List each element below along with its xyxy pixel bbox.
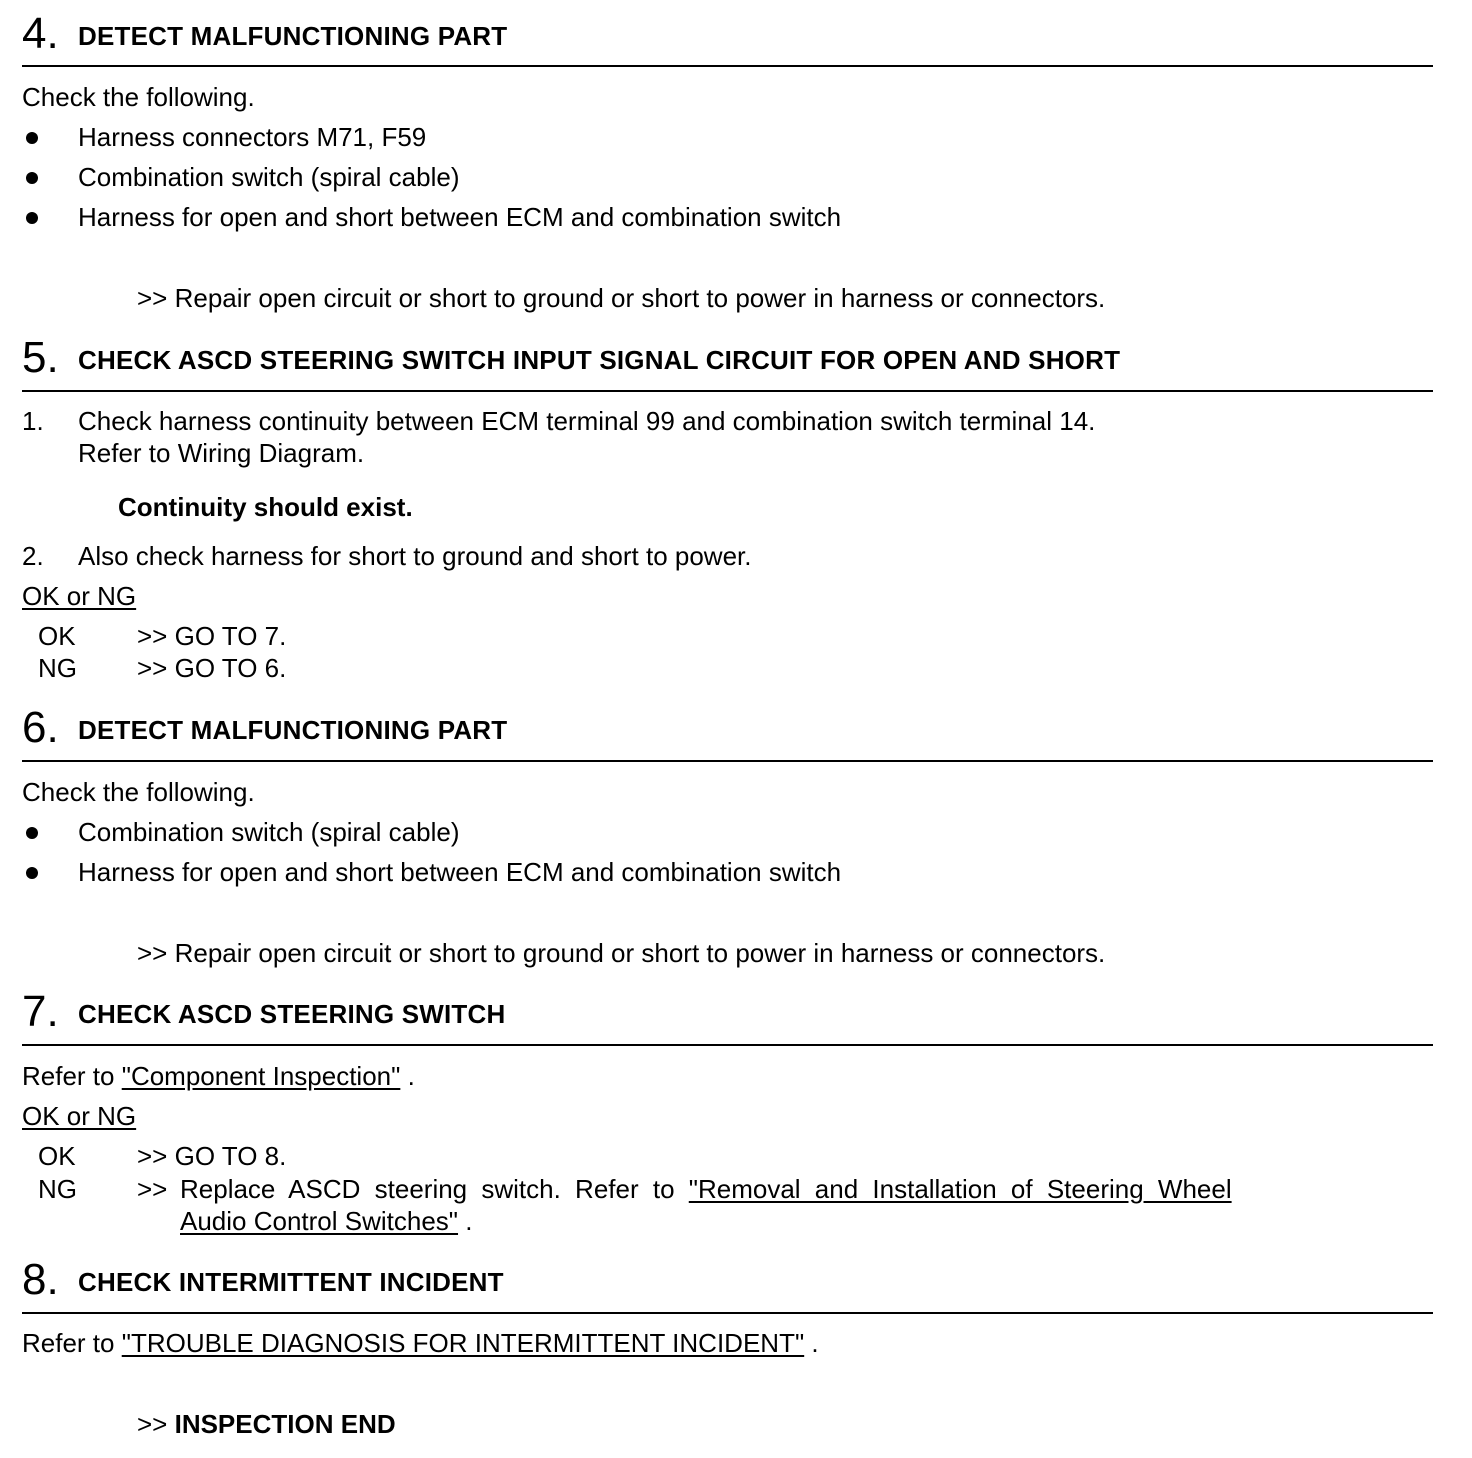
step-6-action: >> Repair open circuit or short to ground or short to power in harness or connectors. (137, 938, 1106, 968)
step-8-number: 8. (22, 1255, 59, 1304)
step-5-item-1-line-1: Check harness continuity between ECM terminal 99 and combination switch terminal 14. (78, 406, 1096, 436)
step-8-end-line (137, 1409, 396, 1439)
step-4-intro: Check the following. (22, 82, 255, 112)
step-6-title: DETECT MALFUNCTIONING PART (78, 715, 508, 745)
step-7-refer-prefix: Refer to (22, 1061, 122, 1091)
step-4-bullet-2: Combination switch (spiral cable) (78, 162, 460, 192)
step-7-number: 7. (22, 987, 59, 1036)
step-8-rule (22, 1312, 1433, 1314)
bullet-icon (26, 132, 38, 144)
bullet-icon (26, 172, 38, 184)
step-5-title: CHECK ASCD STEERING SWITCH INPUT SIGNAL CIRCUIT FOR OPEN AND SHORT (78, 345, 1121, 375)
step-8-end-arrow: >> (137, 1409, 175, 1439)
step-5-okng-label: OK or NG (22, 581, 137, 611)
step-8-refer-suffix: . (804, 1328, 819, 1358)
step-4-rule (22, 65, 1433, 67)
trouble-diagnosis-link[interactable]: "TROUBLE DIAGNOSIS FOR INTERMITTENT INCIDENT" (121, 1328, 805, 1358)
step-6-number: 6. (22, 703, 59, 752)
step-5-result-ok-key: OK (38, 621, 76, 651)
step-6-rule (22, 760, 1433, 762)
step-5-spec-note: Continuity should exist. (118, 492, 413, 522)
step-4-bullet-1: Harness connectors M71, F59 (78, 122, 427, 152)
bullet-icon (26, 827, 38, 839)
component-inspection-link[interactable]: "Component Inspection" (121, 1061, 401, 1091)
step-7-result-ok-text: >> GO TO 8. (137, 1141, 287, 1171)
step-4-action: >> Repair open circuit or short to ground or short to power in harness or connectors. (137, 283, 1106, 313)
step-7-rule (22, 1044, 1433, 1046)
step-5-result-ng-text: >> GO TO 6. (137, 653, 287, 683)
step-4-number: 4. (22, 9, 59, 58)
step-8-refer-prefix: Refer to (22, 1328, 122, 1358)
step-7-refer-line (22, 1061, 415, 1091)
step-7-title: CHECK ASCD STEERING SWITCH (78, 999, 506, 1029)
step-7-refer-suffix: . (400, 1061, 415, 1091)
inspection-end-text: INSPECTION END (174, 1409, 396, 1439)
bullet-icon (26, 867, 38, 879)
step-5-result-ok-text: >> GO TO 7. (137, 621, 287, 651)
step-7-result-ng-suffix: . (458, 1206, 473, 1236)
step-5-item-1-number: 1. (22, 406, 44, 436)
step-5-item-1-line-2: Refer to Wiring Diagram. (78, 438, 365, 468)
step-7-okng-label: OK or NG (22, 1101, 137, 1131)
step-5-result-ng-key: NG (38, 653, 77, 683)
step-5-rule (22, 390, 1433, 392)
step-6-bullet-1: Combination switch (spiral cable) (78, 817, 460, 847)
removal-installation-link[interactable]: "Removal and Installation of Steering Wheel (688, 1174, 1232, 1204)
step-5-number: 5. (22, 333, 59, 382)
step-7-result-ok-key: OK (38, 1141, 76, 1171)
step-7-result-ng-arrow: >> (137, 1174, 168, 1204)
removal-installation-link-continued[interactable]: Audio Control Switches" (180, 1206, 459, 1236)
step-5-item-2-number: 2. (22, 541, 44, 571)
step-4-bullet-3: Harness for open and short between ECM and combination switch (78, 202, 842, 232)
step-7-result-ng-text: Replace ASCD steering switch. Refer to (180, 1174, 689, 1204)
step-7-result-ng-key: NG (38, 1174, 77, 1204)
step-5-item-2-line-1: Also check harness for short to ground and short to power. (78, 541, 752, 571)
step-6-bullet-2: Harness for open and short between ECM and combination switch (78, 857, 842, 887)
step-8-title: CHECK INTERMITTENT INCIDENT (78, 1267, 504, 1297)
step-7-result-ng-line-1 (180, 1174, 1232, 1204)
step-4-title: DETECT MALFUNCTIONING PART (78, 21, 508, 51)
step-6-intro: Check the following. (22, 777, 255, 807)
bullet-icon (26, 212, 38, 224)
step-7-result-ng-line-2 (180, 1206, 472, 1236)
step-8-refer-line (22, 1328, 819, 1358)
